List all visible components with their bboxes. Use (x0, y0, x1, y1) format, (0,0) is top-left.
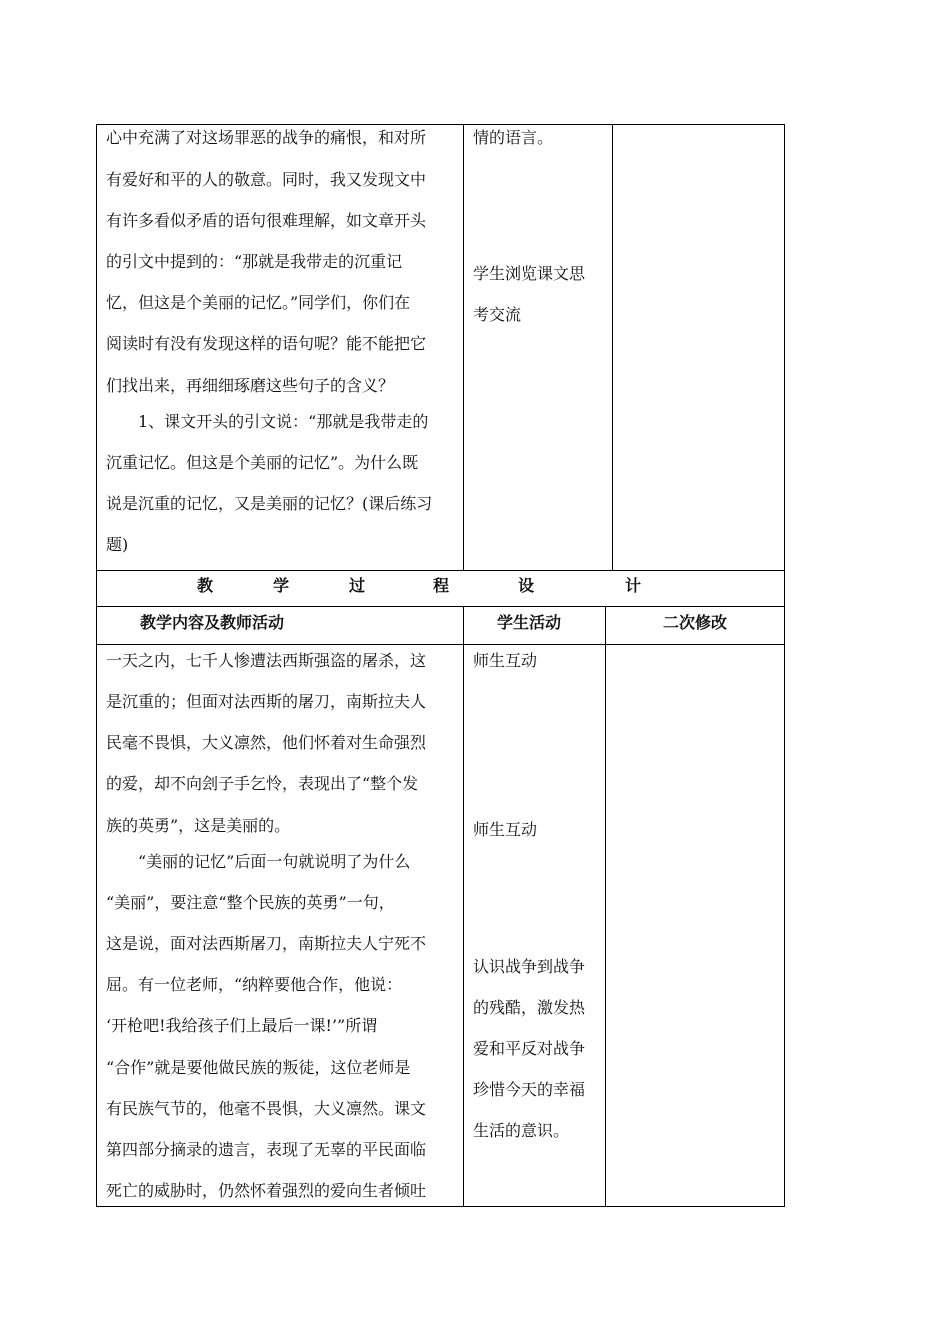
text-line: “美丽”，要注意“整个民族的英勇”一句， (106, 893, 395, 912)
text-line: 一天之内，七千人惨遭法西斯强盗的屠杀，这 (106, 651, 427, 670)
text-line: 师生互动 (473, 820, 538, 839)
section2-divider-2 (605, 606, 606, 1207)
text-line: 考交流 (473, 305, 522, 324)
text-line: 的残酷，激发热 (473, 998, 586, 1017)
text-line: 这是说，面对法西斯屠刀，南斯拉夫人宁死不 (106, 934, 427, 953)
text-line: 死亡的威胁时，仍然怀着强烈的爱向生者倾吐 (106, 1181, 427, 1200)
section2-divider-1 (463, 606, 464, 1207)
text-line: 有民族气节的，他毫不畏惧，大义凛然。课文 (106, 1099, 427, 1118)
title-char: 过 (349, 576, 366, 595)
header-student-activity: 学生活动 (497, 613, 562, 632)
text-line: 民毫不畏惧，大义凛然，他们怀着对生命强烈 (106, 733, 427, 752)
text-line: 1、课文开头的引文说：“那就是我带走的 (138, 412, 429, 431)
text-line: ‘开枪吧!我给孩子们上最后一课!’”所谓 (106, 1016, 378, 1035)
text-line: 爱和平反对战争 (473, 1039, 586, 1058)
text-line: 沉重记忆。但这是个美丽的记忆”。为什么既 (106, 453, 419, 472)
table-top-border (96, 124, 785, 125)
text-line: 有爱好和平的人的敬意。同时，我又发现文中 (106, 170, 427, 189)
title-char: 教 (197, 576, 214, 595)
text-line: “美丽的记忆”后面一句就说明了为什么 (138, 852, 411, 871)
text-line: 学生浏览课文思 (473, 264, 586, 283)
title-char: 计 (625, 576, 642, 595)
section1-divider-1 (463, 124, 464, 570)
header-teacher-activity: 教学内容及教师活动 (140, 613, 285, 632)
header-row-top-border (96, 606, 785, 607)
text-line: 心中充满了对这场罪恶的战争的痛恨，和对所 (106, 128, 427, 147)
title-char: 程 (433, 576, 450, 595)
text-line: 师生互动 (473, 651, 538, 670)
table-right-border (784, 124, 785, 1207)
header-revision: 二次修改 (663, 613, 728, 632)
text-line: 忆，但这是个美丽的记忆。”同学们，你们在 (106, 293, 411, 312)
text-line: 有许多看似矛盾的语句很难理解，如文章开头 (106, 211, 427, 230)
title-char: 设 (518, 576, 535, 595)
text-line: 的爱，却不向刽子手乞怜，表现出了“整个发 (106, 774, 419, 793)
text-line: 族的英勇”，这是美丽的。 (106, 816, 291, 835)
text-line: 的引文中提到的：“那就是我带走的沉重记 (106, 252, 403, 271)
text-line: 题) (106, 535, 129, 554)
text-line: 情的语言。 (473, 128, 554, 147)
text-line: 珍惜今天的幸福 (473, 1080, 586, 1099)
text-line: 生活的意识。 (473, 1121, 570, 1140)
section1-divider-2 (612, 124, 613, 570)
text-line: 阅读时有没有发现这样的语句呢？能不能把它 (106, 334, 427, 353)
title-char: 学 (273, 576, 290, 595)
text-line: 说是沉重的记忆，又是美丽的记忆？(课后练习 (106, 494, 433, 513)
title-row-top-border (96, 570, 785, 571)
text-line: 第四部分摘录的遗言，表现了无辜的平民面临 (106, 1140, 427, 1159)
header-row-bottom-border (96, 644, 785, 645)
text-line: 是沉重的；但面对法西斯的屠刀，南斯拉夫人 (106, 692, 427, 711)
table-bottom-border (96, 1206, 785, 1207)
text-line: 们找出来，再细细琢磨这些句子的含义？ (106, 376, 395, 395)
text-line: “合作”就是要他做民族的叛徒，这位老师是 (106, 1058, 411, 1077)
text-line: 屈。有一位老师，“纳粹要他合作，他说： (106, 975, 403, 994)
text-line: 认识战争到战争 (473, 957, 586, 976)
table-left-border (96, 124, 97, 1207)
